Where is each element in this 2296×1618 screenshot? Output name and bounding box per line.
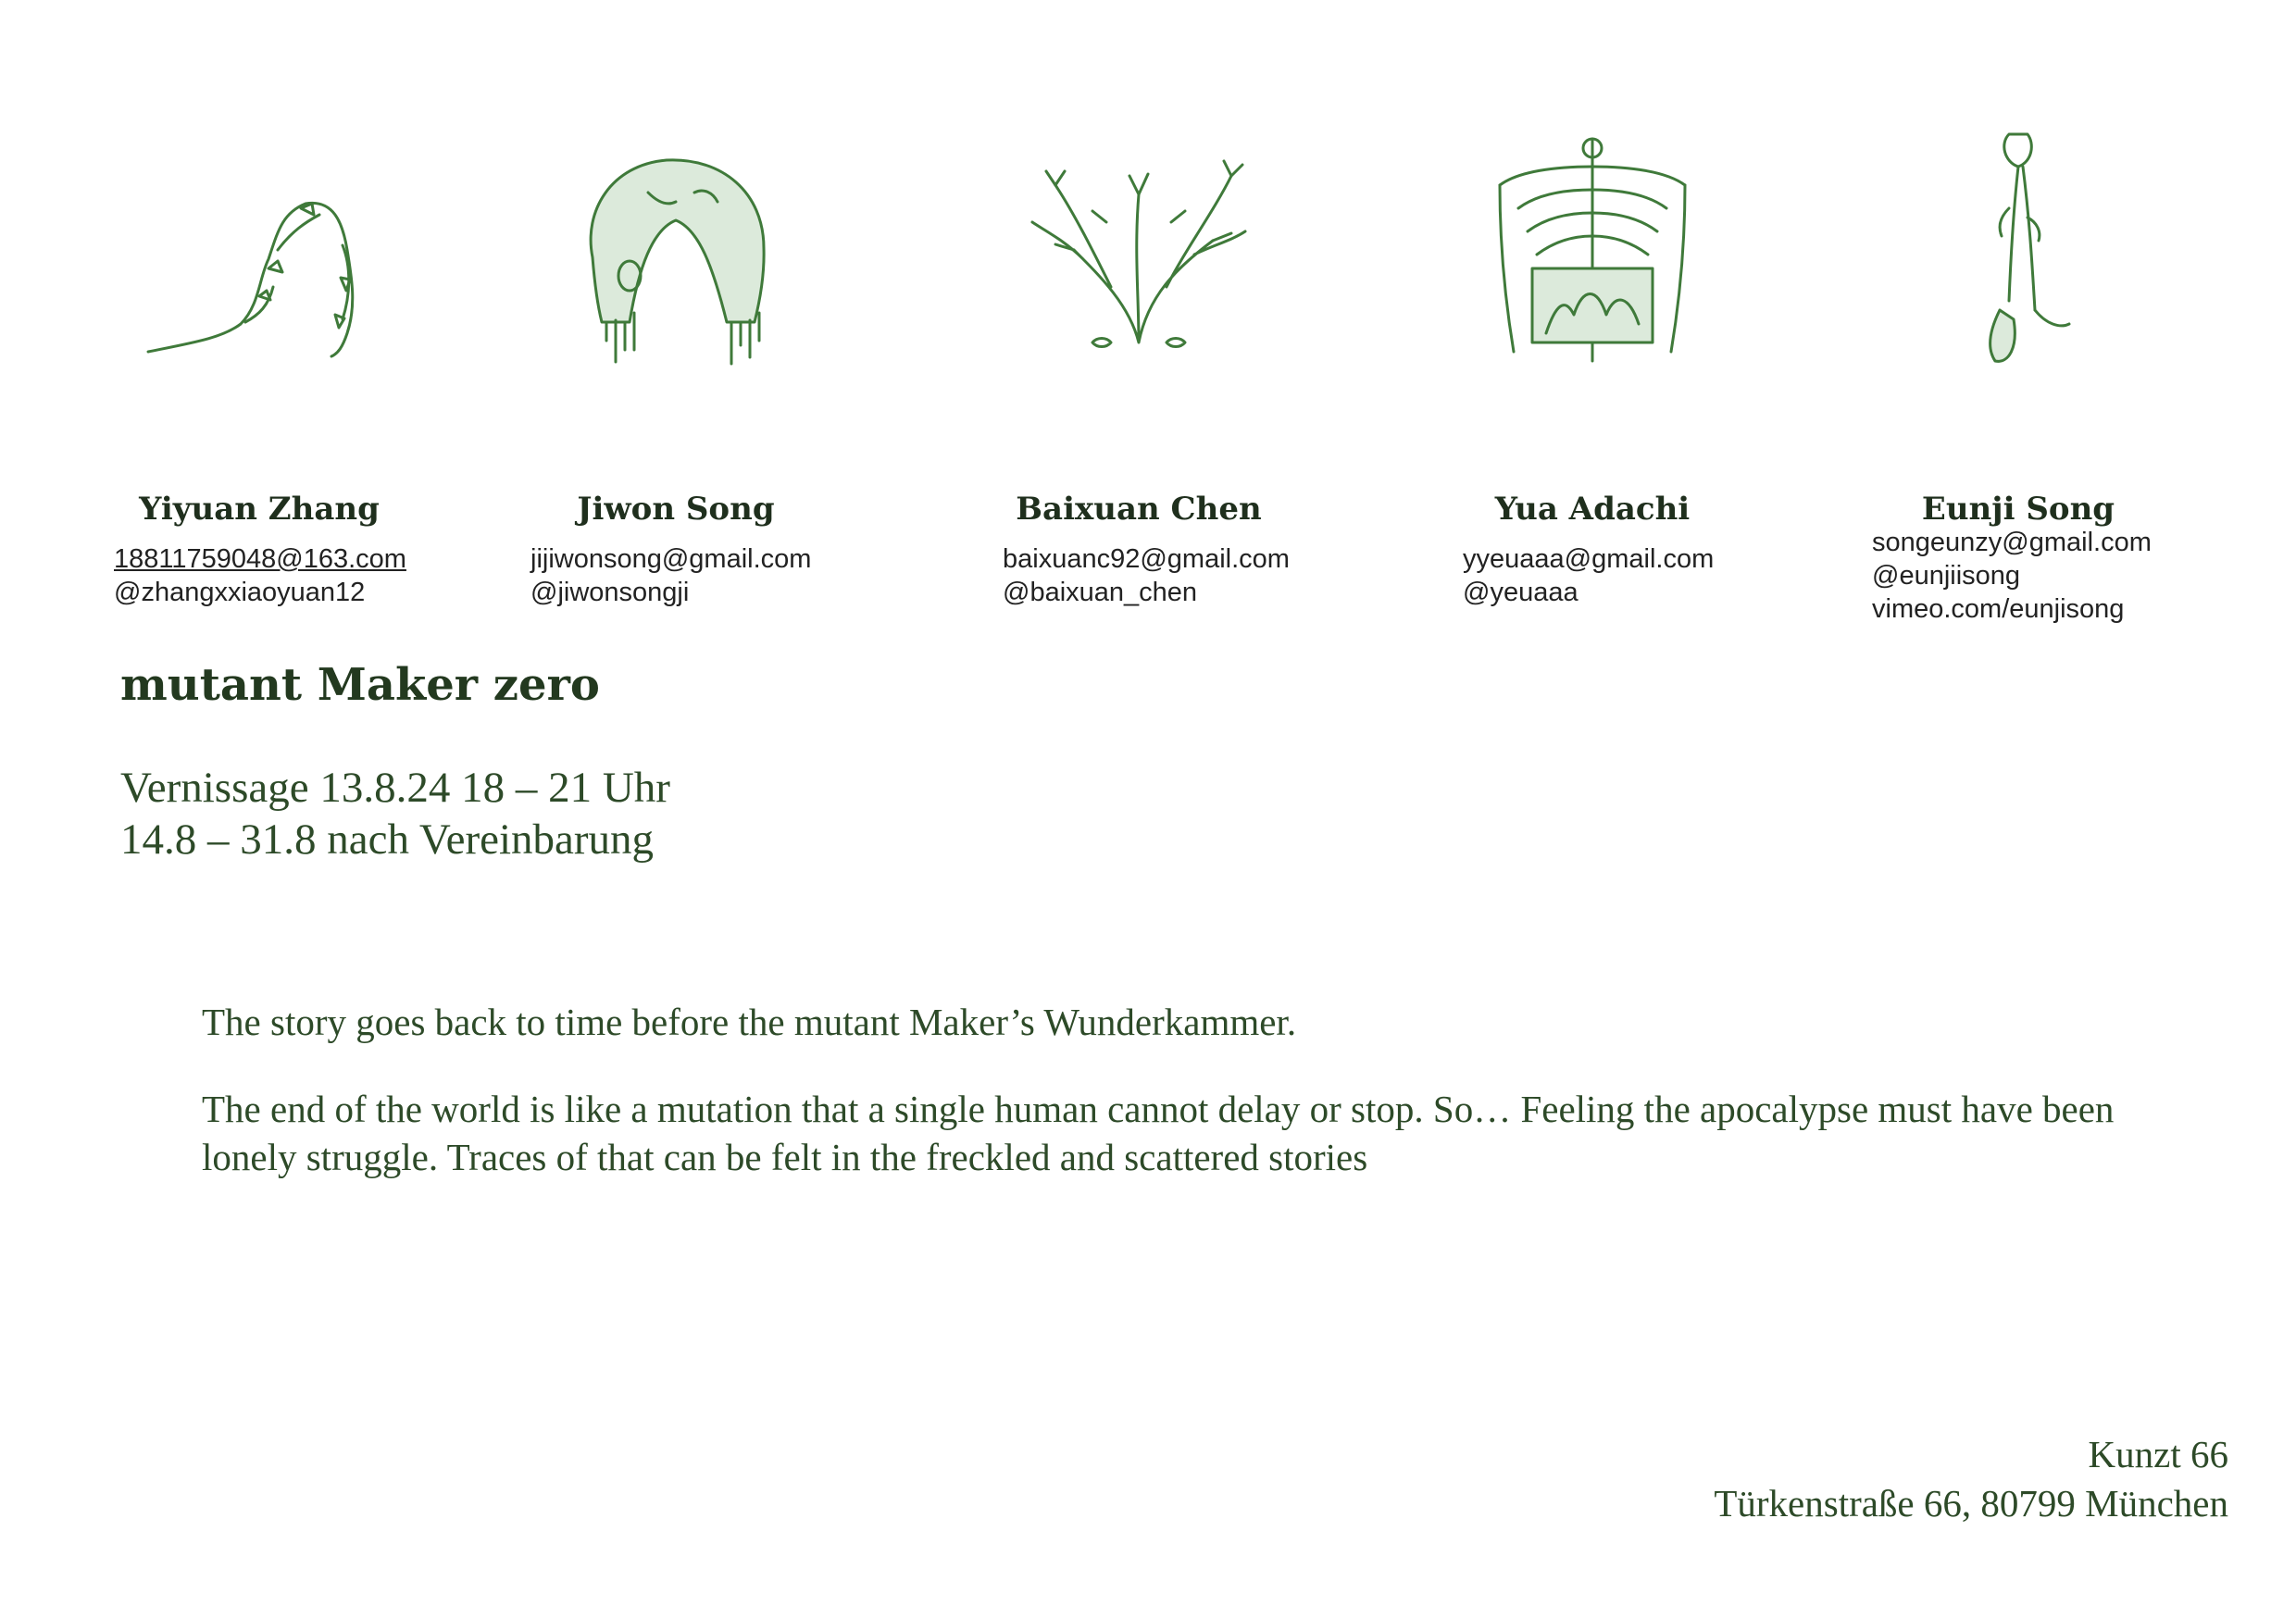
ribcage-icon xyxy=(1481,130,1703,380)
dripping-shell-icon xyxy=(565,137,787,378)
artist-card-eunji-song xyxy=(1815,111,2222,624)
standing-figure-icon xyxy=(1944,125,2092,375)
artist-card-baixuan-chen xyxy=(935,111,1342,607)
vernissage-date: Vernissage 13.8.24 18 – 21 Uhr xyxy=(120,764,670,812)
social-handle[interactable]: @yeuaaa xyxy=(1463,578,1578,607)
artist-contacts xyxy=(1003,542,1290,609)
email-link[interactable]: songeunzy@gmail.com xyxy=(1872,528,2152,557)
exhibition-title: mutant Maker zero xyxy=(120,659,600,711)
artist-name: Jiwon Song xyxy=(577,491,775,528)
social-handle[interactable]: @baixuan_chen xyxy=(1003,578,1198,607)
artist-contacts xyxy=(1872,526,2152,626)
email-link[interactable]: yyeuaaa@gmail.com xyxy=(1463,544,1715,574)
artist-name: Yua Adachi xyxy=(1494,491,1691,528)
story-paragraph: The story goes back to time before the mutant Maker’s Wunderkammer. xyxy=(202,1001,1297,1043)
story-text xyxy=(202,998,2174,1220)
artist-contacts xyxy=(114,542,406,609)
artist-card-yua-adachi xyxy=(1389,111,1796,607)
exhibition-period: 14.8 – 31.8 nach Vereinbarung xyxy=(120,815,655,864)
social-handle[interactable]: @jiwonsongji xyxy=(530,578,690,607)
venue-address: Türkenstraße 66, 80799 München xyxy=(1714,1482,2228,1525)
artist-card-jiwon-song xyxy=(472,111,880,607)
social-handle[interactable]: @zhangxxiaoyuan12 xyxy=(114,578,366,607)
artist-contacts xyxy=(530,542,811,609)
venue-info xyxy=(1714,1430,2228,1528)
story-paragraph: The end of the world is like a mutation that a single human cannot delay or stop. So… Feeling the apocalypse must have been lonely struggle. Traces of that can be felt in the freckled and scattered stories xyxy=(202,1088,2115,1178)
branching-growth-icon xyxy=(1018,139,1259,370)
artist-name: Baixuan Chen xyxy=(1016,491,1262,528)
email-link[interactable]: jijiwonsong@gmail.com xyxy=(530,544,812,574)
artist-name: Yiyuan Zhang xyxy=(139,491,380,528)
artist-name: Eunji Song xyxy=(1921,491,2115,528)
exhibition-dates xyxy=(120,762,670,865)
venue-name: Kunzt 66 xyxy=(2088,1433,2228,1475)
artist-contacts xyxy=(1463,542,1714,609)
social-handle[interactable]: @eunjiisong xyxy=(1872,561,2021,591)
twisted-strand-icon xyxy=(120,157,398,380)
email-link[interactable]: baixuanc92@gmail.com xyxy=(1003,544,1290,574)
email-link[interactable]: 18811759048@163.com xyxy=(114,544,406,574)
website-link[interactable]: vimeo.com/eunjisong xyxy=(1872,594,2125,624)
artist-card-yiyuan-zhang xyxy=(56,111,463,607)
